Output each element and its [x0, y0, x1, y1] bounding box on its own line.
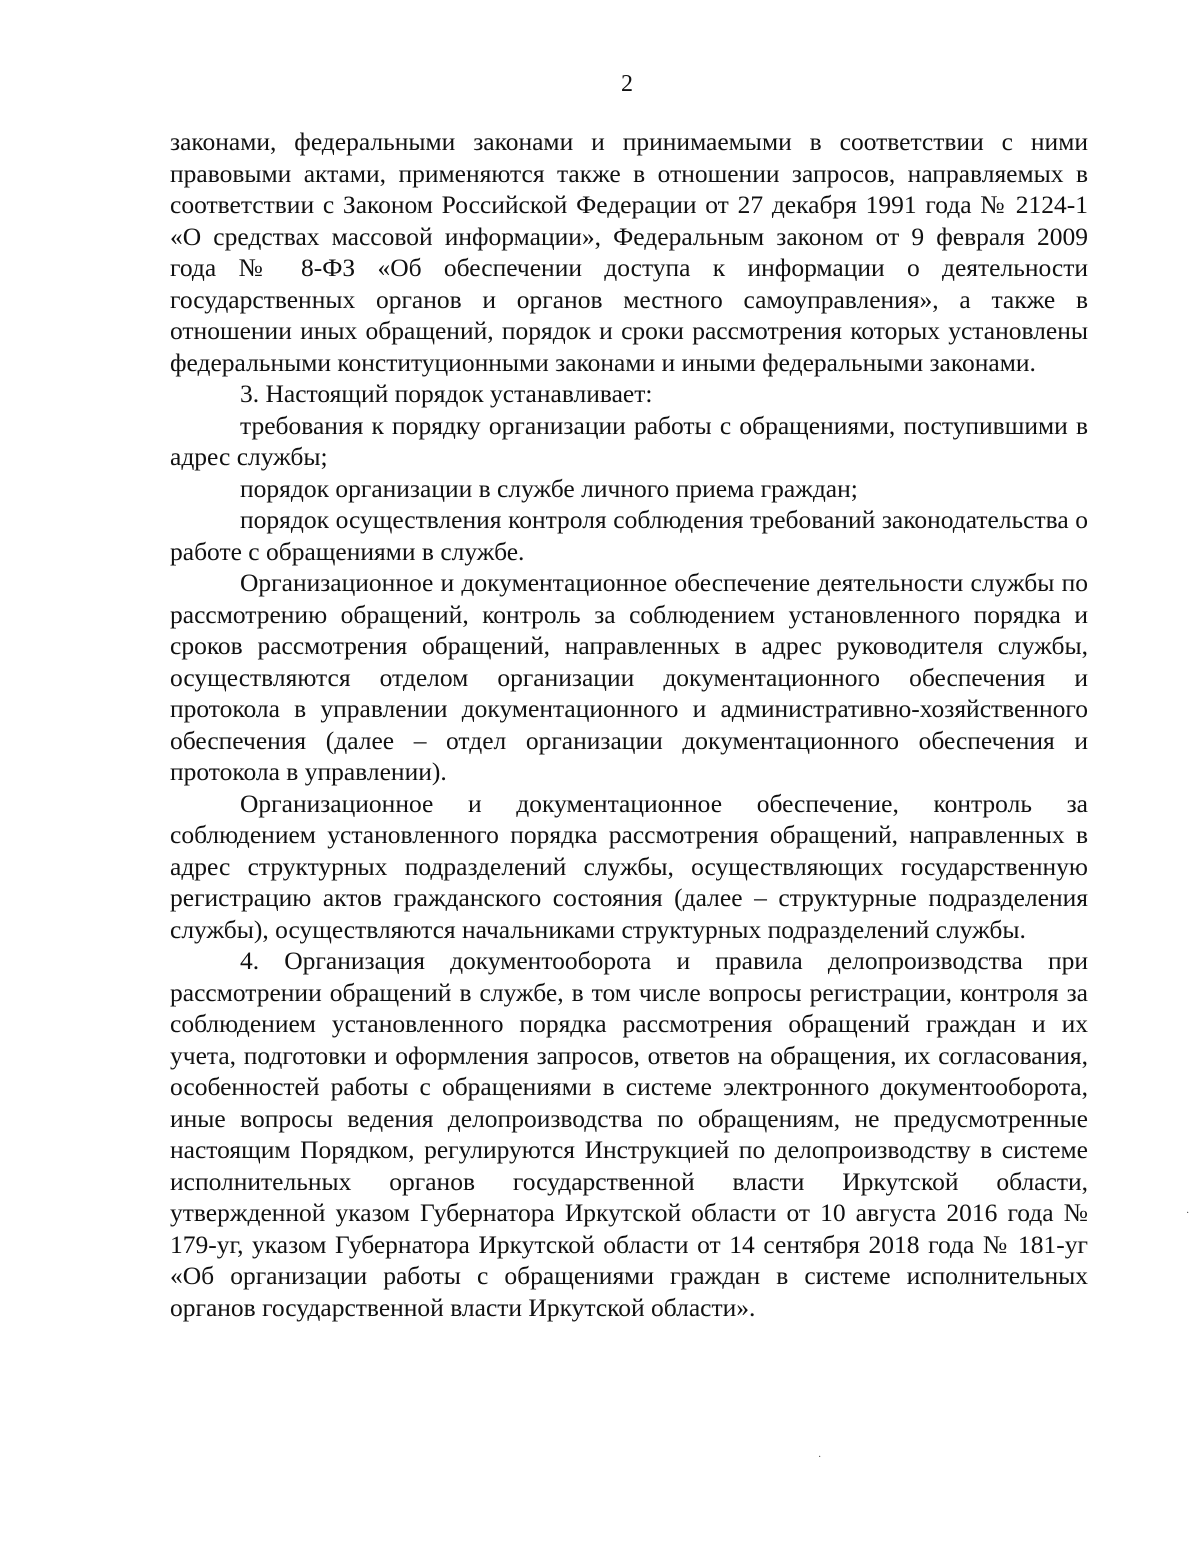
scan-speck: · [818, 1452, 822, 1463]
paragraph-organizational-support-head: Организационное и документационное обеспечение деятельности службы по рассмотрению обращений, контроль за соблюдением установленного порядка и сроков рассмотрения обращений, направленных в адрес руководителя службы, осуществляются отделом организации документационного обеспечения и протокола в управлении документационного и административно-хозяйственного обеспечения (далее – отдел организации документационного обеспечения и протокола в управлении). [170, 568, 1088, 786]
paragraph-personal-reception: порядок организации в службе личного приема граждан; [240, 473, 858, 503]
page-number: 2 [621, 71, 633, 97]
paragraph-control-procedure: порядок осуществления контроля соблюдения требований законодательства о работе с обращениями в службе. [170, 505, 1088, 566]
paragraph-continuation: законами, федеральными законами и принимаемыми в соответствии с ними правовыми актами, применяются также в отношении запросов, направляемых в соответствии с Законом Российской Федерации от 27 декабря 1991 года № 2124-1 «О средствах массовой информации», Федеральным законом от 9 февраля 2009 года № 8-ФЗ «Об обеспечении доступа к информации о деятельности государственных органов и органов местного самоуправления», а также в отношении иных обращений, порядок и сроки рассмотрения которых установлены федеральными конституционными законами и иными федеральными законами. [170, 127, 1088, 377]
scan-speck: · [1186, 1208, 1190, 1219]
paragraph-organizational-support-units: Организационное и документационное обеспечение, контроль за соблюдением установленного порядка рассмотрения обращений, направленных в адрес структурных подразделений службы, осуществляющих государственную регистрацию актов гражданского состояния (далее – структурные подразделения службы), осуществляются начальниками структурных подразделений службы. [170, 788, 1088, 944]
paragraph-item-4: 4. Организация документооборота и правила делопроизводства при рассмотрении обращений в службе, в том числе вопросы регистрации, контроля за соблюдением установленного порядка рассмотрения обращений граждан и их учета, подготовки и оформления запросов, ответов на обращения, их согласования, особенностей работы с обращениями в системе электронного документооборота, иные вопросы ведения делопроизводства по обращениям, не предусмотренные настоящим Порядком, регулируются Инструкцией по делопроизводству в системе исполнительных органов государственной власти Иркутской области, утвержденной указом Губернатора Иркутской области от 10 августа 2016 года № 179-уг, указом Губернатора Иркутской области от 14 сентября 2018 года № 181-уг «Об организации работы с обращениями граждан в системе исполнительных органов государственной власти Иркутской области». [170, 946, 1088, 1322]
paragraph-requirements: требования к порядку организации работы с обращениями, поступившими в адрес службы; [170, 410, 1088, 471]
paragraph-item-3-heading: 3. Настоящий порядок устанавливает: [240, 379, 653, 408]
document-body [170, 126, 1088, 1323]
